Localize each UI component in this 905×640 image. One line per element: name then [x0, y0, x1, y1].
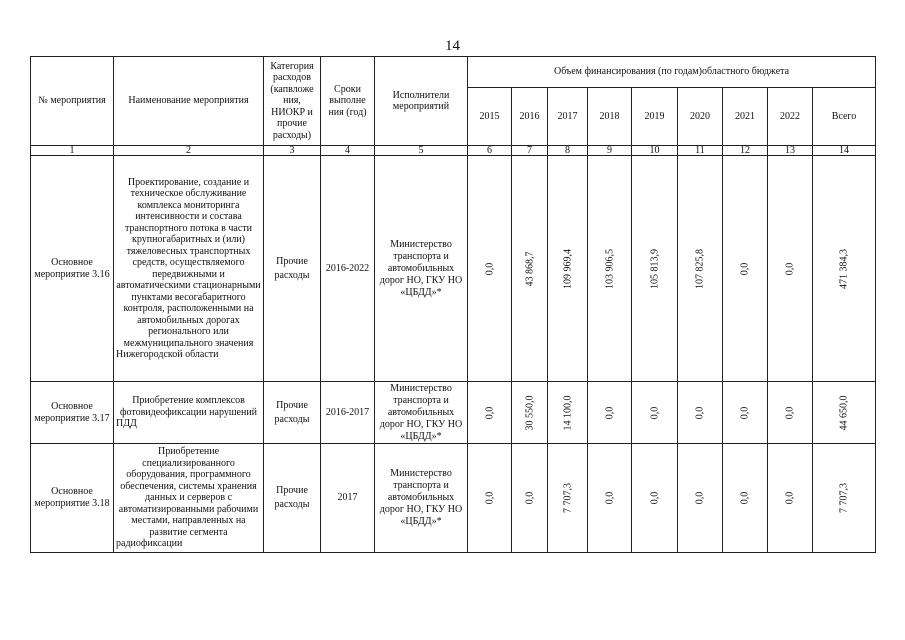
column-number: 3 [264, 146, 321, 156]
activity-name: Приобретение комплексов фотовидеофиксации нарушений ПДД [114, 382, 264, 444]
value-2020: 107 825,8 [694, 248, 706, 289]
value-2021: 0,0 [739, 406, 751, 419]
column-number: 4 [321, 146, 375, 156]
value-2016: 43 868,7 [524, 251, 535, 286]
value-2017: 109 969,4 [562, 248, 573, 289]
column-number: 9 [588, 146, 632, 156]
executors: Министерство транспорта и автомобильных дорог НО, ГКУ НО «ЦБДД»* [375, 444, 468, 553]
column-number: 13 [768, 146, 813, 156]
execution-term: 2016-2022 [321, 156, 375, 382]
column-number: 11 [678, 146, 723, 156]
value-2022: 0,0 [784, 491, 796, 505]
column-number: 12 [723, 146, 768, 156]
page-number: 14 [445, 38, 460, 54]
value-2020: 0,0 [694, 491, 706, 505]
activity-code: Основное мероприятие 3.17 [31, 382, 114, 444]
column-number: 5 [375, 146, 468, 156]
value-2017: 14 100,0 [562, 395, 573, 430]
header-year: 2019 [632, 88, 678, 146]
execution-term: 2016-2017 [321, 382, 375, 444]
header-executors: Исполнители мероприятий [375, 57, 468, 146]
value-2015: 0,0 [484, 262, 495, 275]
column-number: 14 [813, 146, 876, 156]
header-year: 2022 [768, 88, 813, 146]
value-total: 471 384,3 [838, 248, 850, 289]
value-2018: 0,0 [604, 491, 615, 505]
activity-name: Проектирование, создание и техническое обслуживание комплекса мониторинга интенсивности и состава транспортного потока в части крупногабаритных и (или) тяжеловесных транспортных средств, осуществляемого передвижными и автоматическими стационарными пунктами весогабаритного контроля, расположенными на автомобильных дорогах регионального или межмуниципального значения Нижегородской области [114, 156, 264, 382]
value-2018: 103 906,5 [604, 248, 615, 289]
activity-code: Основное мероприятие 3.16 [31, 156, 114, 382]
value-2017: 7 707,3 [562, 483, 573, 513]
value-2018: 0,0 [604, 406, 615, 419]
table-row [31, 382, 876, 444]
column-number: 8 [548, 146, 588, 156]
value-2015: 0,0 [484, 491, 495, 505]
value-2021: 0,0 [739, 262, 751, 275]
value-2021: 0,0 [739, 491, 751, 505]
column-number: 10 [632, 146, 678, 156]
value-2016: 30 550,0 [524, 395, 535, 430]
execution-term: 2017 [321, 444, 375, 553]
executors: Министерство транспорта и автомобильных дорог НО, ГКУ НО «ЦБДД»* [375, 382, 468, 444]
table-row [31, 156, 876, 382]
header-no: № мероприятия [31, 57, 114, 146]
activity-code: Основное мероприятие 3.18 [31, 444, 114, 553]
header-category: Категория расходов (капвложе ния, НИОКР и прочие расходы) [264, 57, 321, 146]
header-name: Наименование мероприятия [114, 57, 264, 146]
value-2019: 105 813,9 [649, 248, 660, 289]
header-year: 2020 [678, 88, 723, 146]
header-total: Всего [813, 88, 876, 146]
header-term: Сроки выполне ния (год) [321, 57, 375, 146]
column-number: 6 [468, 146, 512, 156]
value-2016: 0,0 [524, 491, 535, 505]
activity-name: Приобретение специализированного оборудования, программного обеспечения, системы хранения данных и серверов с автоматизированными рабочими местами, направленных на развитие сегмента радиофиксации [114, 444, 264, 553]
financing-table [30, 56, 876, 553]
value-2022: 0,0 [784, 406, 796, 419]
column-number: 7 [512, 146, 548, 156]
column-number: 2 [114, 146, 264, 156]
header-year: 2016 [512, 88, 548, 146]
executors: Министерство транспорта и автомобильных дорог НО, ГКУ НО «ЦБДД»* [375, 156, 468, 382]
header-year: 2017 [548, 88, 588, 146]
header-year: 2018 [588, 88, 632, 146]
value-total: 7 707,3 [838, 483, 850, 513]
value-2020: 0,0 [694, 406, 706, 419]
header-year: 2015 [468, 88, 512, 146]
value-2019: 0,0 [649, 491, 660, 505]
header-year: 2021 [723, 88, 768, 146]
value-total: 44 650,0 [838, 395, 850, 430]
value-2022: 0,0 [784, 262, 796, 275]
table-row [31, 444, 876, 553]
expense-category: Прочие расходы [264, 444, 321, 553]
column-number: 1 [31, 146, 114, 156]
value-2019: 0,0 [649, 406, 660, 419]
expense-category: Прочие расходы [264, 382, 321, 444]
header-financing: Объем финансирования (по годам)областного бюджета [468, 57, 876, 88]
value-2015: 0,0 [484, 406, 495, 419]
expense-category: Прочие расходы [264, 156, 321, 382]
